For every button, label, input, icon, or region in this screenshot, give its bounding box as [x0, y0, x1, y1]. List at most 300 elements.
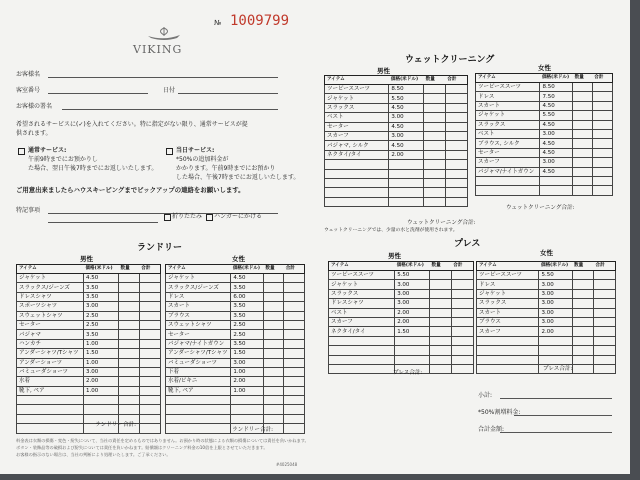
table-row [476, 158, 613, 167]
item-cell: ベスト [329, 308, 395, 317]
quantity-cell[interactable] [263, 377, 283, 386]
quantity-cell[interactable] [263, 349, 283, 358]
total-cell[interactable] [139, 292, 160, 301]
cabin-number-label: 客室番号 [16, 87, 41, 94]
total-cell[interactable] [139, 424, 160, 433]
total-cell[interactable] [451, 299, 473, 308]
table-row [325, 188, 468, 197]
price-cell [389, 178, 424, 187]
press-women-subtotal: プレス合計: [543, 366, 573, 372]
table-header-cell: 合計 [451, 262, 473, 271]
table-row [17, 311, 161, 320]
table-row [477, 299, 616, 308]
price-cell: 1.00 [83, 358, 118, 367]
total-cell[interactable] [445, 141, 467, 150]
table-row [166, 386, 305, 395]
total-cell[interactable] [284, 302, 305, 311]
quantity-cell[interactable] [263, 339, 283, 348]
regular-service-desc-1: 午前9時までにお預かりし [28, 156, 98, 163]
price-cell: 3.00 [395, 280, 430, 289]
item-cell [477, 355, 539, 364]
total-cell[interactable] [445, 169, 467, 178]
quantity-cell[interactable] [424, 178, 446, 187]
item-cell: バミューダショーツ [166, 358, 231, 367]
total-cell[interactable] [139, 349, 160, 358]
quantity-cell[interactable] [424, 141, 446, 150]
guest-name-field[interactable] [48, 77, 278, 78]
quantity-cell[interactable] [118, 330, 139, 339]
serial-number: 1009799 [230, 13, 290, 29]
quantity-cell[interactable] [572, 327, 593, 336]
quantity-cell[interactable] [572, 317, 593, 326]
quantity-cell[interactable] [573, 158, 593, 167]
total-cell[interactable] [139, 358, 160, 367]
total-cell[interactable] [284, 396, 305, 405]
total-cell[interactable] [284, 274, 305, 283]
total-cell[interactable] [445, 94, 467, 103]
quantity-cell[interactable] [424, 169, 446, 178]
item-cell: ジャケット [476, 111, 540, 120]
item-cell: ドレスシャツ [17, 292, 84, 301]
total-cell[interactable] [445, 103, 467, 112]
table-header-cell: 価格(米ドル) [83, 265, 118, 274]
price-cell: 1.00 [231, 386, 264, 395]
quantity-cell[interactable] [263, 311, 283, 320]
table-row [166, 311, 305, 320]
special-notes-field-2[interactable] [48, 222, 158, 223]
item-cell: セーター [17, 320, 84, 329]
regular-service-desc-2: た場合、翌日午後7時までにお返しいたします。 [28, 165, 158, 172]
price-cell [389, 197, 424, 206]
total-cell[interactable] [139, 302, 160, 311]
price-cell [539, 346, 572, 355]
item-cell: アンダーシャツ/Tシャツ [166, 349, 231, 358]
quantity-cell[interactable] [263, 320, 283, 329]
total-cell[interactable] [594, 317, 616, 326]
quantity-cell[interactable] [424, 122, 446, 131]
total-cell[interactable] [139, 386, 160, 395]
total-cell[interactable] [284, 283, 305, 292]
quantity-cell[interactable] [263, 405, 283, 414]
table-row [325, 85, 468, 94]
fold-checkbox[interactable] [164, 214, 171, 221]
total-cell[interactable] [451, 317, 473, 326]
item-cell: スウェットシャツ [166, 320, 231, 329]
quantity-cell[interactable] [573, 101, 593, 110]
quantity-cell[interactable] [573, 92, 593, 101]
hanger-label: ハンガーにかける [214, 213, 263, 220]
quantity-cell[interactable] [572, 336, 593, 345]
total-cell[interactable] [139, 396, 160, 405]
quantity-cell[interactable] [424, 85, 446, 94]
special-notes-label: 特記事項 [16, 207, 41, 214]
table-header-row [17, 265, 161, 274]
table-row [476, 148, 613, 157]
grand-total-label: 合計金額: [478, 426, 505, 433]
total-cell[interactable] [139, 330, 160, 339]
price-cell: 3.00 [539, 299, 572, 308]
total-cell[interactable] [284, 386, 305, 395]
table-row [166, 274, 305, 283]
price-cell: 2.00 [83, 377, 118, 386]
total-cell[interactable] [592, 111, 612, 120]
total-cell[interactable] [594, 364, 616, 373]
total-cell[interactable] [284, 349, 305, 358]
quantity-cell[interactable] [263, 386, 283, 395]
total-cell[interactable] [594, 289, 616, 298]
total-cell[interactable] [139, 274, 160, 283]
price-cell: 4.50 [389, 141, 424, 150]
total-cell[interactable] [284, 367, 305, 376]
quantity-cell[interactable] [429, 299, 451, 308]
total-cell[interactable] [284, 414, 305, 423]
total-cell[interactable] [451, 327, 473, 336]
price-cell [539, 355, 572, 364]
total-cell[interactable] [592, 120, 612, 129]
price-cell [83, 405, 118, 414]
total-cell[interactable] [284, 311, 305, 320]
item-cell [329, 364, 395, 373]
price-cell: 3.50 [231, 283, 264, 292]
total-cell[interactable] [445, 188, 467, 197]
quantity-cell[interactable] [263, 367, 283, 376]
price-cell: 2.00 [389, 150, 424, 159]
total-cell[interactable] [284, 405, 305, 414]
total-cell[interactable] [451, 280, 473, 289]
item-cell: ドレス [166, 292, 231, 301]
total-cell[interactable] [592, 129, 612, 138]
table-row [476, 167, 613, 176]
price-cell: 3.00 [389, 113, 424, 122]
quantity-cell[interactable] [572, 346, 593, 355]
quantity-cell[interactable] [424, 113, 446, 122]
quantity-cell[interactable] [429, 327, 451, 336]
price-cell: 6.00 [231, 292, 264, 301]
item-cell [325, 160, 389, 169]
quantity-cell[interactable] [263, 283, 283, 292]
quantity-cell[interactable] [118, 320, 139, 329]
table-header-row [476, 74, 613, 83]
price-cell: 1.50 [395, 327, 430, 336]
quantity-cell[interactable] [263, 274, 283, 283]
price-cell: 1.00 [231, 367, 264, 376]
total-cell[interactable] [445, 113, 467, 122]
total-cell[interactable] [445, 160, 467, 169]
table-row [477, 317, 616, 326]
total-cell[interactable] [451, 308, 473, 317]
price-cell: 3.50 [83, 292, 118, 301]
item-cell: スラックス/ジーンズ [17, 283, 84, 292]
quantity-cell[interactable] [573, 120, 593, 129]
quantity-cell[interactable] [118, 377, 139, 386]
total-cell[interactable] [139, 311, 160, 320]
quantity-cell[interactable] [429, 364, 451, 373]
item-cell [477, 364, 539, 373]
quantity-cell[interactable] [424, 197, 446, 206]
total-cell[interactable] [594, 299, 616, 308]
quantity-cell[interactable] [118, 367, 139, 376]
hanger-checkbox[interactable] [206, 214, 213, 221]
table-row [325, 150, 468, 159]
quantity-cell[interactable] [263, 396, 283, 405]
item-cell: スカーフ [476, 158, 540, 167]
total-cell[interactable] [594, 336, 616, 345]
item-cell [17, 424, 84, 433]
item-cell [476, 176, 540, 185]
total-cell[interactable] [445, 197, 467, 206]
price-cell: 1.50 [231, 349, 264, 358]
item-cell: ドレス [477, 280, 539, 289]
quantity-cell[interactable] [572, 355, 593, 364]
table-row [476, 129, 613, 138]
cabin-number-field[interactable] [48, 93, 148, 94]
price-cell: 3.00 [83, 302, 118, 311]
surcharge-field[interactable] [514, 415, 612, 416]
table-header-cell: アイテム [325, 76, 389, 85]
price-cell: 3.00 [389, 131, 424, 140]
sameday-service-desc-3: した場合、午後7時までにお返しいたします。 [176, 174, 300, 181]
item-cell: ジャケット [477, 289, 539, 298]
table-row [17, 405, 161, 414]
quantity-cell[interactable] [118, 349, 139, 358]
quantity-cell[interactable] [573, 83, 593, 92]
quantity-cell[interactable] [429, 317, 451, 326]
quantity-cell[interactable] [573, 186, 593, 195]
table-row [166, 396, 305, 405]
table-row [329, 355, 474, 364]
item-cell [325, 197, 389, 206]
price-cell: 3.00 [539, 289, 572, 298]
table-header-cell: 価格(米ドル) [231, 265, 264, 274]
item-cell: セーター [166, 330, 231, 339]
quantity-cell[interactable] [424, 150, 446, 159]
total-cell[interactable] [451, 271, 473, 280]
item-cell [476, 186, 540, 195]
total-cell[interactable] [451, 336, 473, 345]
price-cell: 8.50 [540, 83, 573, 92]
regular-service-checkbox[interactable] [18, 148, 25, 155]
item-cell [166, 405, 231, 414]
quantity-cell[interactable] [118, 311, 139, 320]
quantity-cell[interactable] [573, 139, 593, 148]
quantity-cell[interactable] [263, 330, 283, 339]
quantity-cell[interactable] [573, 176, 593, 185]
table-row [477, 280, 616, 289]
total-cell[interactable] [139, 377, 160, 386]
total-cell[interactable] [451, 346, 473, 355]
press-title: プレス [454, 239, 481, 249]
total-cell[interactable] [592, 148, 612, 157]
total-cell[interactable] [284, 358, 305, 367]
quantity-cell[interactable] [263, 358, 283, 367]
item-cell: スラックス [325, 103, 389, 112]
price-cell [540, 186, 573, 195]
total-cell[interactable] [445, 150, 467, 159]
press-women-table [476, 261, 616, 374]
brand-name: VIKING [133, 43, 183, 56]
total-cell[interactable] [451, 355, 473, 364]
total-cell[interactable] [594, 346, 616, 355]
total-cell[interactable] [592, 158, 612, 167]
item-cell [325, 188, 389, 197]
price-cell: 4.50 [540, 120, 573, 129]
total-cell[interactable] [592, 92, 612, 101]
quantity-cell[interactable] [429, 336, 451, 345]
quantity-cell[interactable] [572, 280, 593, 289]
quantity-cell[interactable] [118, 302, 139, 311]
item-cell: ドレスシャツ [329, 299, 395, 308]
total-cell[interactable] [284, 330, 305, 339]
date-field[interactable] [178, 93, 278, 94]
quantity-cell[interactable] [424, 131, 446, 140]
quantity-cell[interactable] [572, 364, 593, 373]
total-cell[interactable] [592, 139, 612, 148]
total-cell[interactable] [594, 355, 616, 364]
quantity-cell[interactable] [429, 289, 451, 298]
total-cell[interactable] [139, 405, 160, 414]
total-cell[interactable] [139, 414, 160, 423]
table-row [166, 339, 305, 348]
total-cell[interactable] [592, 83, 612, 92]
table-row [329, 299, 474, 308]
service-instruction-1: 希望されるサービスに(✓)を入れてください。特に指定がない限り、通常サービスが提 [16, 121, 248, 128]
table-row [476, 83, 613, 92]
quantity-cell[interactable] [573, 129, 593, 138]
table-row [477, 289, 616, 298]
total-cell[interactable] [592, 101, 612, 110]
total-cell[interactable] [594, 308, 616, 317]
table-row [166, 349, 305, 358]
quantity-cell[interactable] [572, 271, 593, 280]
item-cell: ネクタイ/タイ [325, 150, 389, 159]
quantity-cell[interactable] [573, 148, 593, 157]
grand-total-field[interactable] [500, 432, 612, 433]
total-cell[interactable] [592, 167, 612, 176]
quantity-cell[interactable] [424, 160, 446, 169]
total-cell[interactable] [284, 292, 305, 301]
price-cell: 8.50 [389, 85, 424, 94]
table-row [477, 271, 616, 280]
sameday-service-desc-2: かかります。午前9時までにお預かり [176, 165, 276, 172]
price-cell: 4.50 [540, 101, 573, 110]
price-cell: 5.50 [539, 271, 572, 280]
quantity-cell[interactable] [118, 396, 139, 405]
wet-women-heading: 女性 [538, 64, 551, 72]
total-cell[interactable] [594, 280, 616, 289]
quantity-cell[interactable] [118, 405, 139, 414]
total-cell[interactable] [445, 131, 467, 140]
table-row [329, 336, 474, 345]
table-header-cell: 価格(米ドル) [395, 262, 430, 271]
table-header-cell: 合計 [594, 262, 616, 271]
total-cell[interactable] [445, 178, 467, 187]
quantity-cell[interactable] [429, 271, 451, 280]
total-cell[interactable] [139, 283, 160, 292]
quantity-cell[interactable] [118, 292, 139, 301]
total-cell[interactable] [594, 271, 616, 280]
price-cell [540, 176, 573, 185]
quantity-cell[interactable] [118, 386, 139, 395]
total-cell[interactable] [139, 339, 160, 348]
quantity-cell[interactable] [263, 414, 283, 423]
table-row [325, 169, 468, 178]
price-cell: 3.00 [539, 280, 572, 289]
item-cell [166, 424, 231, 433]
signature-field[interactable] [62, 109, 278, 110]
quantity-cell[interactable] [118, 283, 139, 292]
quantity-cell[interactable] [263, 302, 283, 311]
item-cell: 水着/ビキニ [166, 377, 231, 386]
item-cell: セーター [476, 148, 540, 157]
subtotal-field[interactable] [500, 398, 612, 399]
total-cell[interactable] [594, 327, 616, 336]
table-row [329, 271, 474, 280]
item-cell: ジャケット [17, 274, 84, 283]
total-cell[interactable] [592, 186, 612, 195]
total-cell[interactable] [445, 122, 467, 131]
price-cell [389, 169, 424, 178]
table-header-cell: アイテム [329, 262, 395, 271]
table-row [17, 292, 161, 301]
table-row [166, 330, 305, 339]
quantity-cell[interactable] [429, 355, 451, 364]
quantity-cell[interactable] [118, 339, 139, 348]
table-row [329, 308, 474, 317]
quantity-cell[interactable] [429, 308, 451, 317]
quantity-cell[interactable] [572, 299, 593, 308]
quantity-cell[interactable] [424, 188, 446, 197]
price-cell: 2.00 [395, 308, 430, 317]
quantity-cell[interactable] [572, 308, 593, 317]
total-cell[interactable] [284, 339, 305, 348]
viking-ship-logo [144, 26, 184, 42]
guest-name-label: お客様名 [16, 71, 41, 78]
quantity-cell[interactable] [429, 280, 451, 289]
total-cell[interactable] [445, 85, 467, 94]
quantity-cell[interactable] [573, 111, 593, 120]
quantity-cell[interactable] [573, 167, 593, 176]
total-cell[interactable] [284, 320, 305, 329]
item-cell [17, 414, 84, 423]
price-cell: 3.00 [395, 289, 430, 298]
quantity-cell[interactable] [118, 358, 139, 367]
sameday-service-checkbox[interactable] [166, 148, 173, 155]
total-cell[interactable] [451, 289, 473, 298]
total-cell[interactable] [451, 364, 473, 373]
signature-label: お客様の署名 [16, 103, 53, 110]
total-cell[interactable] [284, 377, 305, 386]
quantity-cell[interactable] [118, 274, 139, 283]
table-row [476, 139, 613, 148]
total-cell[interactable] [139, 320, 160, 329]
total-cell[interactable] [592, 176, 612, 185]
quantity-cell[interactable] [429, 346, 451, 355]
total-cell[interactable] [284, 424, 305, 433]
price-cell: 2.50 [83, 320, 118, 329]
table-header-cell: 合計 [445, 76, 467, 85]
price-cell [395, 336, 430, 345]
wet-men-table [324, 75, 468, 207]
total-cell[interactable] [139, 367, 160, 376]
press-men-table [328, 261, 474, 374]
table-row [166, 292, 305, 301]
quantity-cell[interactable] [424, 94, 446, 103]
item-cell [329, 346, 395, 355]
wet-cleaning-title: ウェットクリーニング [405, 55, 495, 65]
quantity-cell[interactable] [424, 103, 446, 112]
quantity-cell[interactable] [263, 292, 283, 301]
quantity-cell[interactable] [572, 289, 593, 298]
